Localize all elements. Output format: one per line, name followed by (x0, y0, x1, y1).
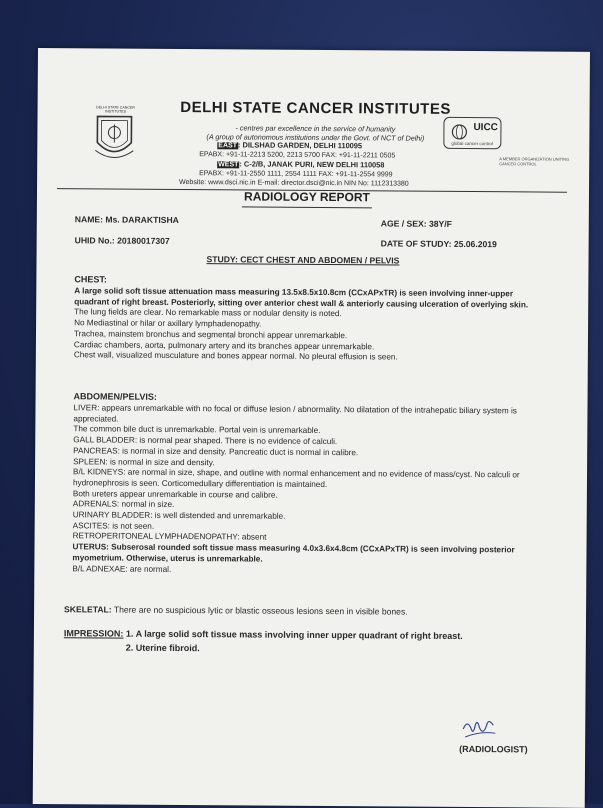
chest-line: No Mediastinal or hilar or axillary lymphadenopathy. (74, 318, 542, 332)
west-phone: EPABX: +91-11-2550 1111, 2554 1111 FAX: +91-11-2554 9999 (199, 170, 392, 180)
east-badge: EAST (217, 142, 238, 149)
abdomen-line: ASCITES: is not seen. (73, 521, 541, 535)
chest-line: The lung fields are clear. No remarkable mass or nodular density is noted. (74, 308, 542, 322)
impression-section (64, 628, 463, 642)
uterus-finding: UTERUS: Subserosal rounded soft tissue mass measuring 4.0x3.6x4.8cm (CCxAPxTR) is seen involving posterior myometrium. Otherwise, uterus is unremarkable. (72, 542, 540, 567)
abdomen-line: GALL BLADDER: is normal pear shaped. There is no evidence of calculi. (73, 435, 541, 449)
east-phone: EPABX: +91-11-2213 5200, 2213 5700 FAX: +91-11-2211 0505 (199, 151, 395, 161)
west-address-text: : C-2/B, JANAK PURI, NEW DELHI 110058 (239, 159, 384, 169)
report-paper (33, 48, 590, 808)
uicc-text: UICC (473, 123, 498, 134)
radiologist-label: (RADIOLOGIST) (459, 744, 528, 755)
uhid: UHID No.: 20180017307 (75, 235, 170, 246)
website-line: Website: www.dsci.nic.in E-mail: director.dsci@nic.in NIN No: 1112313380 (179, 179, 409, 189)
uicc-caption: A MEMBER ORGANIZATION UNITING CANCER CONTROL (499, 156, 569, 166)
org-title: DELHI STATE CANCER INSTITUTES (166, 103, 466, 116)
west-address (217, 160, 384, 171)
chest-line: Cardiac chambers, aorta, pulmonary artery and its branches appear unremarkable. (74, 340, 542, 354)
west-badge: WEST (217, 161, 239, 168)
abdomen-line: URINARY BLADDER: is well distended and unremarkable. (73, 510, 541, 524)
abdomen-line: ADRENALS: normal in size. (73, 500, 541, 514)
impression-item-1: 1. A large solid soft tissue mass involving inner upper quadrant of right breast. (126, 629, 463, 641)
skeletal-text: There are no suspicious lytic or blastic osseous lesions seen in visible bones. (114, 605, 408, 617)
uicc-subtitle: global cancer control (451, 139, 493, 150)
skeletal-section (64, 604, 408, 617)
logo-caption: DELHI STATE CANCER INSTITUTES (88, 105, 144, 113)
chest-main-finding: A large solid soft tissue attenuation mass measuring 13.5x8.5x10.8cm (CCxAPxTR) is seen involving inner-upper quadrant of right breast. Posteriorly, sitting over anterior chest wall & anteriorly causing ulceration of overlying skin. (74, 286, 542, 311)
impression-label: IMPRESSION: (64, 628, 124, 638)
abdomen-line: LIVER: appears unremarkable with no focal or diffuse lesion / abnormality. No dilatation of the intrahepatic biliary system is appreciated. (73, 403, 541, 428)
tagline-govt: (A group of autonomous institutions under the Govt. of NCT of Delhi) (165, 132, 465, 143)
chest-line: Chest wall, visualized musculature and bones appear normal. No pleural effusion is seen. (74, 350, 542, 364)
age-sex: AGE / SEX: 38Y/F (381, 218, 452, 229)
abdomen-line: RETROPERITONEAL LYMPHADENOPATHY: absent (73, 532, 541, 546)
abdomen-line: The common bile duct is unremarkable. Portal vein is unremarkable. (73, 425, 541, 439)
report-title: RADIOLOGY REPORT (227, 191, 387, 203)
abdomen-line: Both ureters appear unremarkable in course and calibre. (73, 489, 541, 503)
impression-item-2: 2. Uterine fibroid. (126, 643, 200, 654)
title-underline (242, 206, 372, 208)
abdomen-line: SPLEEN: is normal in size and density. (73, 457, 541, 471)
chest-heading: CHEST: (74, 274, 107, 285)
abdomen-line: B/L KIDNEYS: are normal in size, shape, and outline with normal enhancement and no evidence of mass/cyst. No calculi or hydronephrosis is seen. Corticomedullary differentiation is maintained. (73, 467, 541, 492)
adnexae-line: B/L ADNEXAE: are normal. (72, 564, 540, 578)
abdomen-findings (72, 403, 541, 578)
chest-findings (74, 286, 543, 364)
signature-icon (459, 715, 499, 743)
abdomen-line: PANCREAS: is normal in size and density. Pancreatic duct is normal in calibre. (73, 446, 541, 460)
tagline: - centres par excellence in the service of humanity (165, 123, 465, 134)
chest-line: Trachea, mainstem bronchus and segmental bronchi appear unremarkable. (74, 329, 542, 343)
study-title: STUDY: CECT CHEST AND ABDOMEN / PELVIS (206, 254, 399, 266)
patient-name: NAME: Ms. DARAKTISHA (75, 214, 179, 226)
abdomen-heading: ABDOMEN/PELVIS: (74, 391, 157, 402)
date-of-study: DATE OF STUDY: 25.06.2019 (381, 238, 497, 250)
east-address (217, 141, 362, 152)
east-address-text: : DILSHAD GARDEN, DELHI 110095 (238, 140, 362, 150)
skeletal-heading: SKELETAL: (64, 604, 112, 614)
